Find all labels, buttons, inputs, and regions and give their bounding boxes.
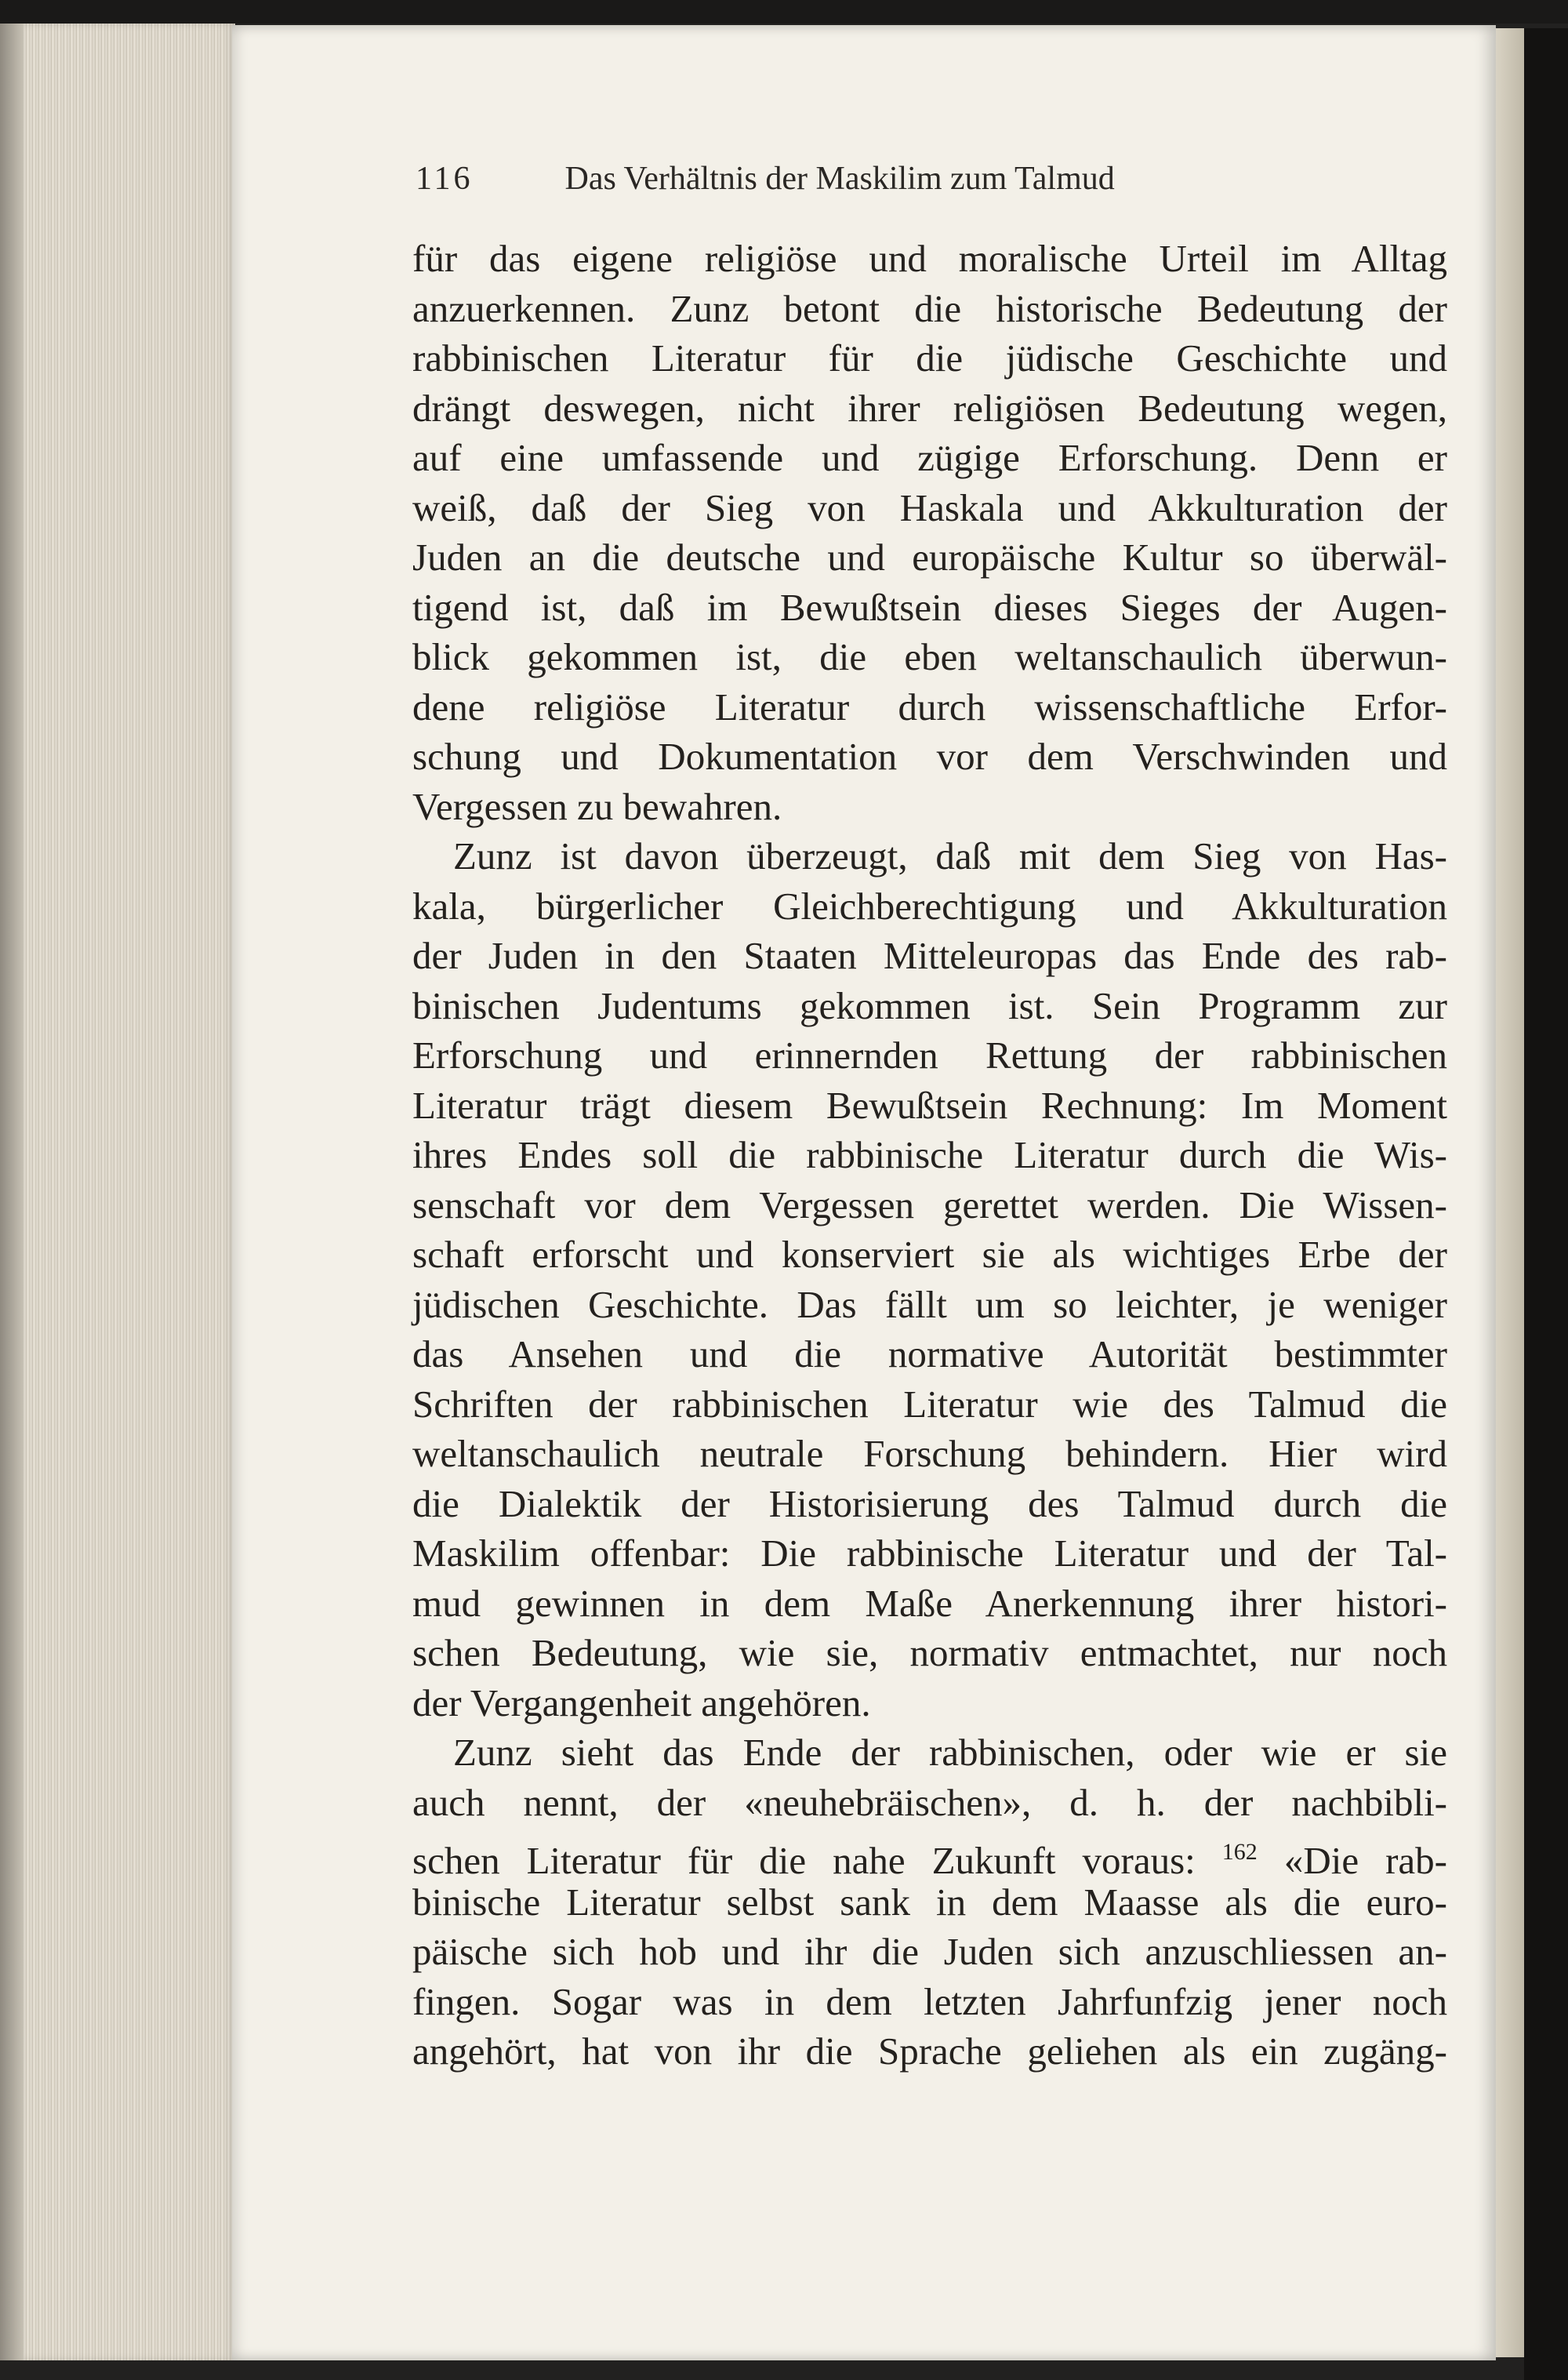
text-line: Erforschung und erinnernden Rettung der rabbinischen bbox=[412, 1034, 1447, 1077]
paragraph-3 bbox=[412, 1728, 1447, 2077]
text-line: das Ansehen und die normative Autorität bestimmter bbox=[412, 1332, 1447, 1375]
running-header bbox=[416, 160, 1458, 207]
text-line: schen Bedeutung, wie sie, normativ entmachtet, nur noch bbox=[412, 1631, 1447, 1674]
text-line: schaft erforscht und konserviert sie als wichtiges Erbe der bbox=[412, 1233, 1447, 1276]
text-line: blick gekommen ist, die eben weltanschaulich überwun- bbox=[412, 635, 1447, 678]
text-line: dene religiöse Literatur durch wissenschaftliche Erfor- bbox=[412, 685, 1447, 729]
text-line: ihres Endes soll die rabbinische Literatur durch die Wis- bbox=[412, 1133, 1447, 1176]
text-line: der Vergangenheit angehören. bbox=[412, 1681, 871, 1724]
text-line: schung und Dokumentation vor dem Verschwinden und bbox=[412, 735, 1447, 778]
text-line: der Juden in den Staaten Mitteleuropas das Ende des rab- bbox=[412, 934, 1447, 977]
text-line: Juden an die deutsche und europäische Kultur so überwäl- bbox=[412, 536, 1447, 579]
text-line: binischen Judentums gekommen ist. Sein Programm zur bbox=[412, 983, 1447, 1027]
text-line: Zunz sieht das Ende der rabbinischen, oder wie er sie bbox=[453, 1731, 1447, 1774]
scan-top-border bbox=[0, 0, 1568, 24]
text-line: mud gewinnen in dem Maße Anerkennung ihrer histori- bbox=[412, 1581, 1447, 1625]
footnote-reference: 162 bbox=[1221, 1839, 1258, 1865]
running-title: Das Verhältnis der Maskilim zum Talmud bbox=[564, 161, 1115, 197]
text-line: Maskilim offenbar: Die rabbinische Literatur und der Tal- bbox=[412, 1532, 1447, 1575]
text-line: die Dialektik der Historisierung des Talmud durch die bbox=[412, 1481, 1447, 1525]
book-spine-shadow bbox=[0, 24, 27, 2360]
text-line: kala, bürgerlicher Gleichberechtigung und Akkulturation bbox=[412, 884, 1447, 928]
text-line: Literatur trägt diesem Bewußtsein Rechnung: Im Moment bbox=[412, 1083, 1447, 1127]
paragraph-1 bbox=[412, 234, 1447, 831]
text-line: fingen. Sogar was in dem letzten Jahrfunfzig jener noch bbox=[412, 1979, 1447, 2023]
text-line: für das eigene religiöse und moralische Urteil im Alltag bbox=[412, 237, 1447, 280]
text-line: Schriften der rabbinischen Literatur wie des Talmud die bbox=[412, 1382, 1447, 1426]
page-number: 116 bbox=[416, 161, 474, 197]
scan-right-border bbox=[1524, 28, 1568, 2380]
text-line: tigend ist, daß im Bewußtsein dieses Sieges der Augen- bbox=[412, 585, 1447, 629]
text-line: anzuerkennen. Zunz betont die historische Bedeutung der bbox=[412, 286, 1447, 330]
text-fragment: «Die rab- bbox=[1283, 1839, 1447, 1882]
text-line: binische Literatur selbst sank in dem Maasse als die euro- bbox=[412, 1880, 1447, 1924]
text-line: drängt deswegen, nicht ihrer religiösen Bedeutung wegen, bbox=[412, 386, 1447, 430]
text-line: Zunz ist davon überzeugt, daß mit dem Sieg von Has- bbox=[453, 834, 1447, 878]
text-line: jüdischen Geschichte. Das fällt um so leichter, je weniger bbox=[412, 1282, 1447, 1326]
text-line: rabbinischen Literatur für die jüdische Geschichte und bbox=[412, 336, 1447, 380]
text-line: auch nennt, der «neuhebräischen», d. h. der nachbibli- bbox=[412, 1780, 1447, 1824]
text-line: senschaft vor dem Vergessen gerettet werden. Die Wissen- bbox=[412, 1183, 1447, 1226]
body-text bbox=[412, 234, 1447, 2077]
text-line: auf eine umfassende und zügige Erforschung. Denn er bbox=[412, 436, 1447, 479]
text-line: weiß, daß der Sieg von Haskala und Akkulturation der bbox=[412, 485, 1447, 529]
text-fragment: schen Literatur für die nahe Zukunft voraus: bbox=[412, 1839, 1196, 1882]
right-page-edge bbox=[1496, 28, 1524, 2357]
text-line: weltanschaulich neutrale Forschung behindern. Hier wird bbox=[412, 1432, 1447, 1475]
paragraph-2 bbox=[412, 831, 1447, 1728]
text-line: angehört, hat von ihr die Sprache geliehen als ein zugäng- bbox=[412, 2029, 1447, 2073]
text-line-with-footnote bbox=[412, 1827, 1447, 1882]
stacked-page-edges bbox=[24, 24, 235, 2360]
text-line: päische sich hob und ihr die Juden sich anzuschliessen an- bbox=[412, 1930, 1447, 1973]
text-line: Vergessen zu bewahren. bbox=[412, 784, 782, 828]
